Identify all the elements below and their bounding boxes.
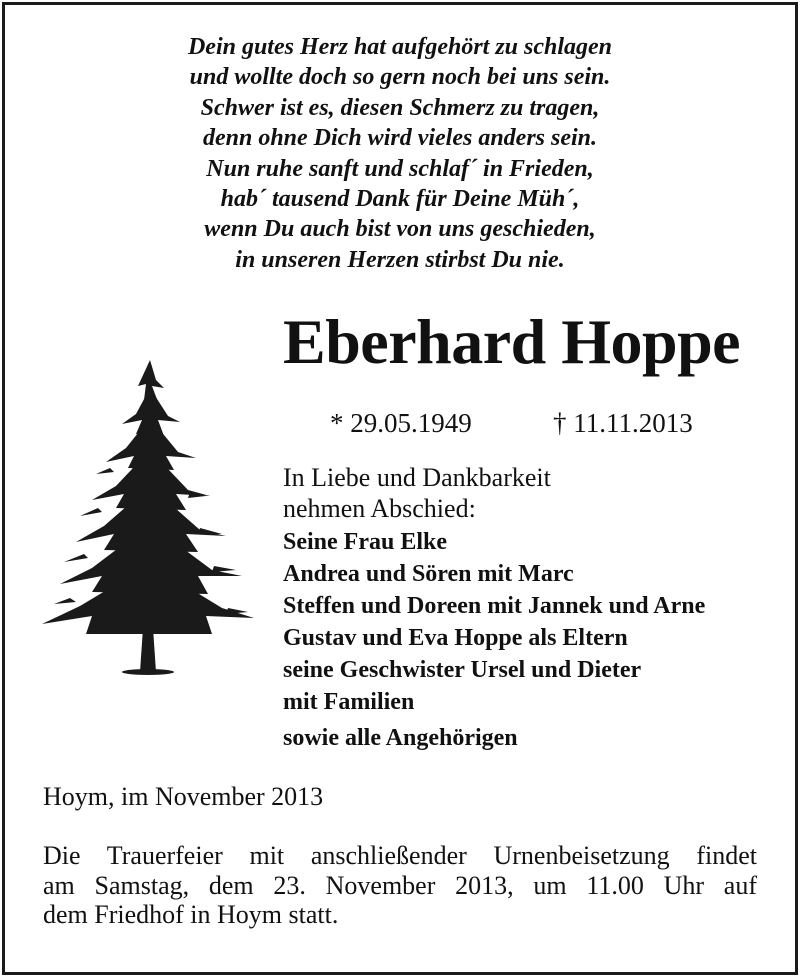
fir-tree-icon [40,358,255,676]
place-date: Hoym, im November 2013 [43,782,324,811]
poem-line: Dein gutes Herz hat aufgehört zu schlagen [187,34,613,60]
mourner-entry: Seine Frau Elke [283,529,448,555]
mourner-entry: Gustav und Eva Hoppe als Eltern [283,625,628,651]
poem-line: Schwer ist es, diesen Schmerz zu tragen, [200,94,600,121]
mourner-entry: Steffen und Doreen mit Jannek und Arne [283,593,706,619]
poem-line: denn ohne Dich wird vieles anders sein. [202,125,598,152]
notice-line: Die Trauerfeier mit anschließender Urnenbeisetzung findet [43,841,757,870]
poem-line: wenn Du auch bist von uns geschieden, [204,216,596,243]
mourner-entry: seine Geschwister Ursel und Dieter [283,657,642,683]
memorial-poem [0,32,800,275]
farewell-text [283,463,551,524]
death-date: † 11.11.2013 [553,408,693,438]
mourner-entry: Andrea und Sören mit Marc [283,561,574,587]
notice-line: am Samstag, dem 23. November 2013, um 11.00 Uhr auf [43,870,757,900]
notice-line: dem Friedhof in Hoym statt. [43,900,339,929]
mourners-list [283,526,705,754]
poem-line: Nun ruhe sanft und schlaf´ in Frieden, [206,155,594,182]
mourner-entry: mit Familien [283,689,415,715]
mourner-entry: sowie alle Angehörigen [283,725,518,751]
funeral-notice [43,841,757,930]
poem-line: hab´ tausend Dank für Deine Müh´, [220,186,580,213]
birth-date: * 29.05.1949 [330,408,472,438]
poem-line: in unseren Herzen stirbst Du nie. [235,246,565,273]
farewell-line: In Liebe und Dankbarkeit [283,463,551,492]
poem-line: und wollte doch so gern noch bei uns sein. [189,64,611,91]
farewell-line: nehmen Abschied: [283,493,476,523]
deceased-name: Eberhard Hoppe [283,306,741,377]
